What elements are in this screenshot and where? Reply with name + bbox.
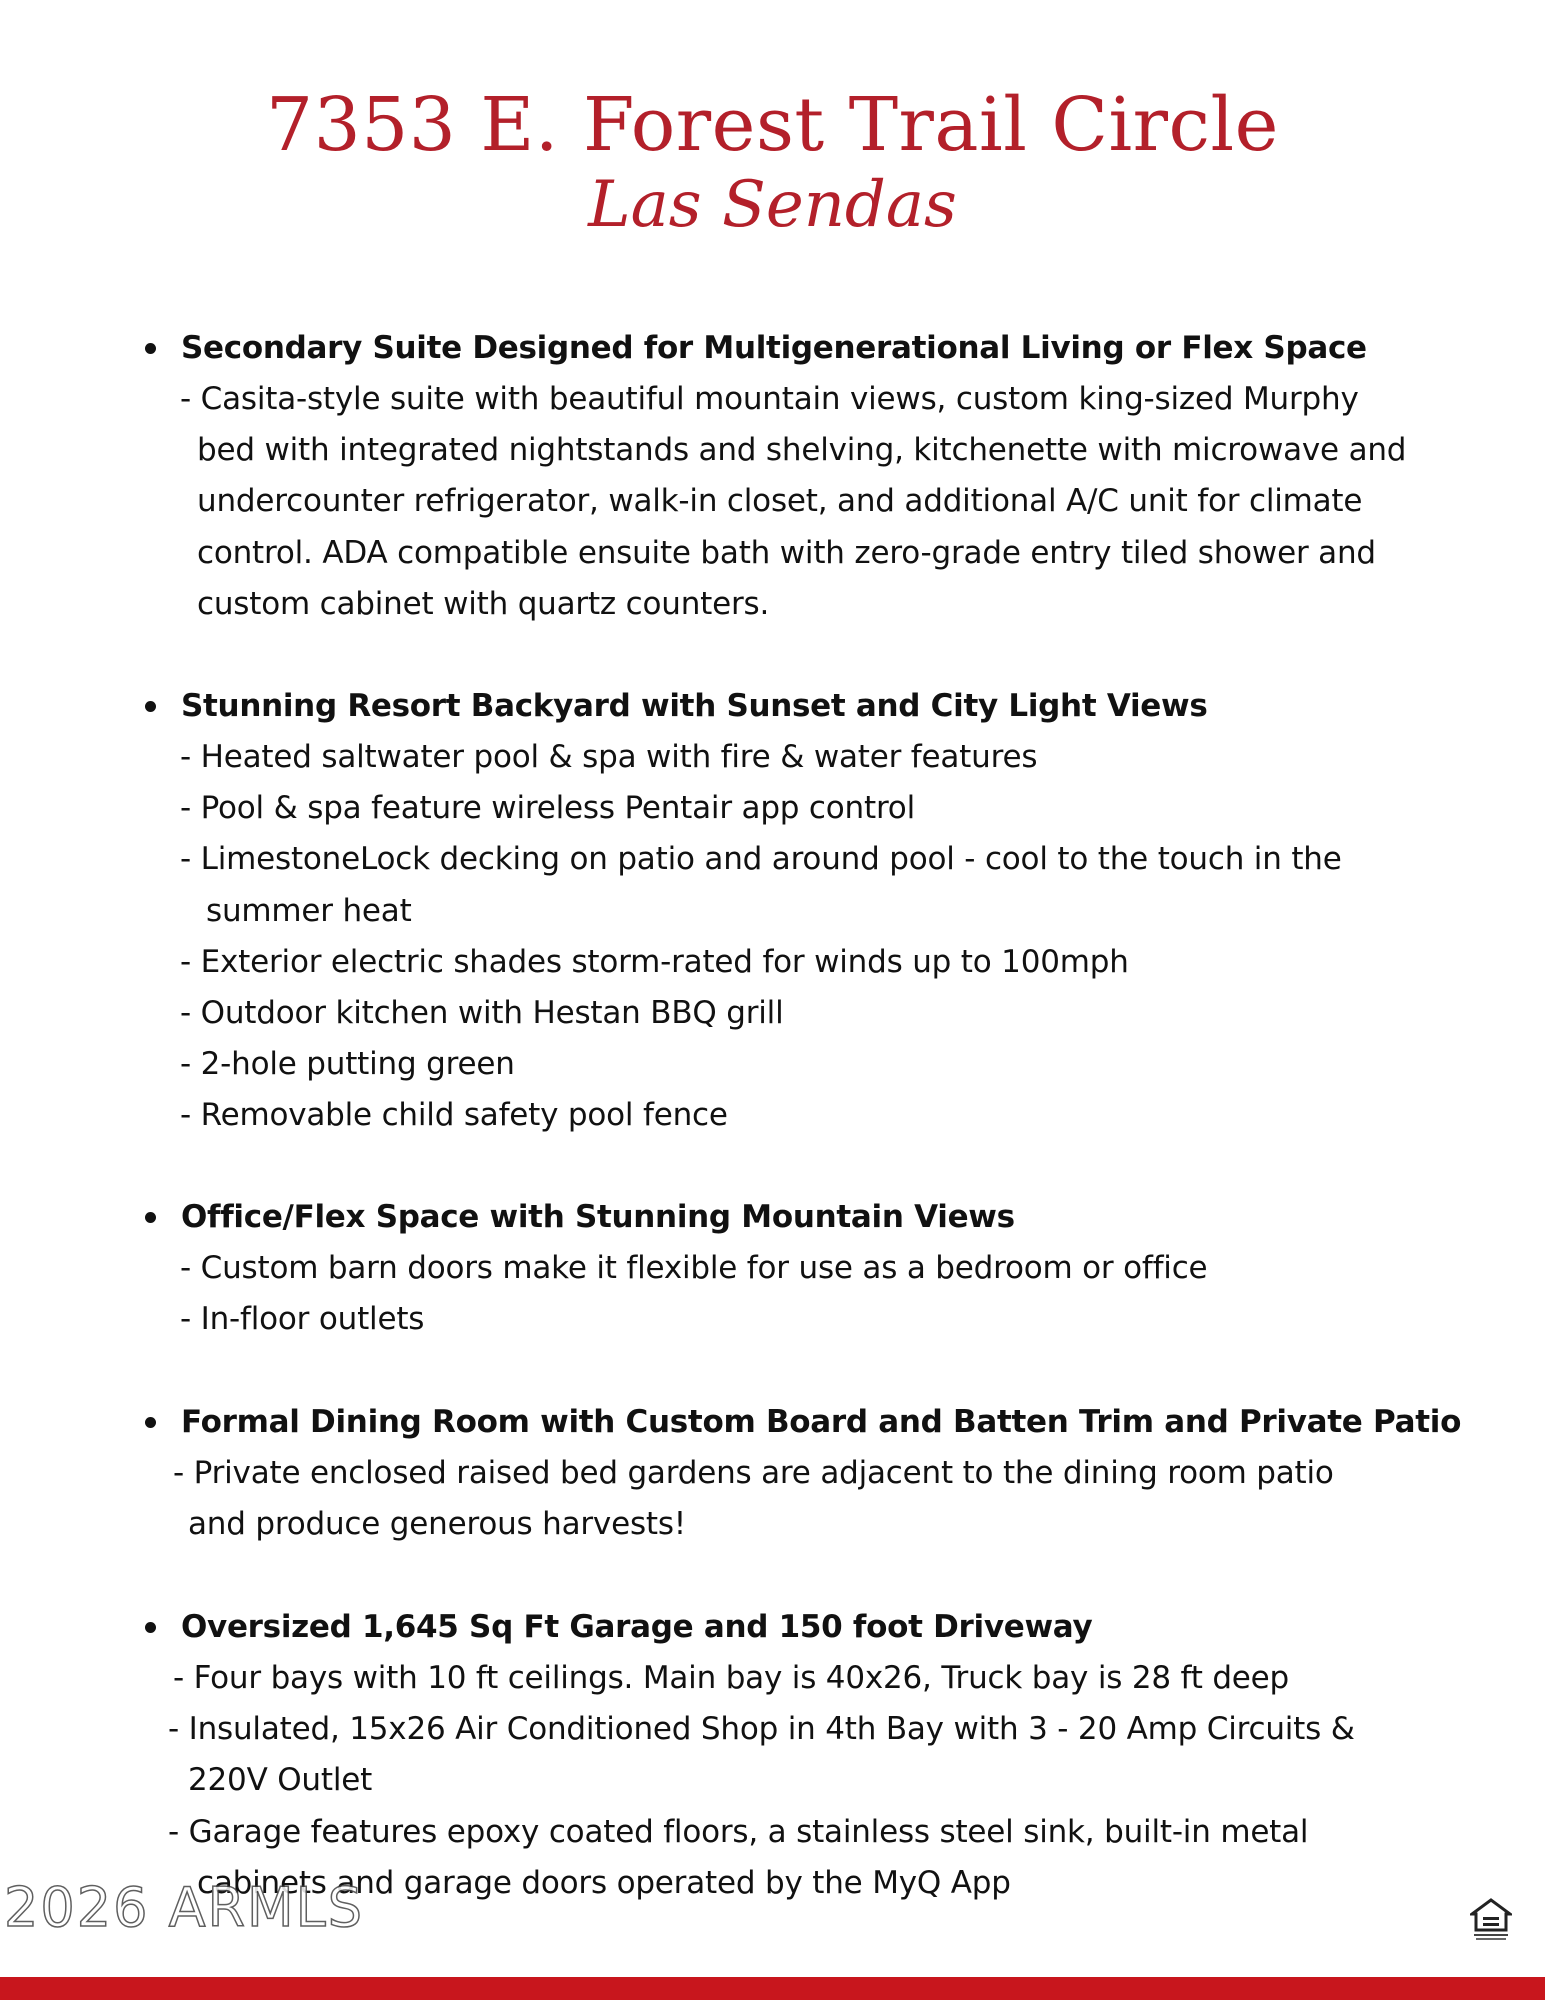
bullet-icon <box>145 1212 156 1223</box>
section-heading <box>145 1397 1462 1448</box>
page-subtitle: Las Sendas <box>588 168 957 242</box>
section-oversized-garage <box>145 1602 1445 1909</box>
detail-line: - Pool & spa feature wireless Pentair app control <box>180 790 915 827</box>
header <box>0 82 1545 242</box>
section-office-flex <box>145 1192 1445 1345</box>
section-heading <box>145 1192 1445 1243</box>
section-formal-dining <box>145 1397 1462 1550</box>
detail-line: - LimestoneLock decking on patio and around pool - cool to the touch in the <box>180 841 1342 878</box>
detail-line: - Removable child safety pool fence <box>180 1097 728 1134</box>
section-secondary-suite <box>145 323 1445 630</box>
section-heading-text: Office/Flex Space with Stunning Mountain Views <box>181 1199 1015 1235</box>
detail-line: 220V Outlet <box>188 1762 373 1799</box>
detail-line: bed with integrated nightstands and shelving, kitchenette with microwave and <box>197 432 1407 469</box>
detail-line: - Casita-style suite with beautiful mountain views, custom king-sized Murphy <box>180 381 1359 417</box>
section-heading-text: Formal Dining Room with Custom Board and Batten Trim and Private Patio <box>181 1404 1462 1440</box>
detail-line: - Custom barn doors make it flexible for use as a bedroom or office <box>180 1250 1208 1286</box>
section-resort-backyard <box>145 681 1445 1142</box>
detail-line: summer heat <box>206 892 412 929</box>
bullet-icon <box>145 1622 156 1633</box>
watermark: 2026 ARMLS <box>4 1876 365 1939</box>
equal-housing-opportunity-icon <box>1470 1898 1512 1942</box>
detail-line: cabinets and garage doors operated by the MyQ App <box>197 1864 1011 1901</box>
section-heading-text: Oversized 1,645 Sq Ft Garage and 150 foot Driveway <box>181 1609 1093 1645</box>
detail-line: - Insulated, 15x26 Air Conditioned Shop in 4th Bay with 3 - 20 Amp Circuits & <box>168 1711 1355 1748</box>
page-title: 7353 E. Forest Trail Circle <box>266 82 1279 168</box>
section-heading-text: Stunning Resort Backyard with Sunset and City Light Views <box>181 688 1208 724</box>
detail-line: - Four bays with 10 ft ceilings. Main bay is 40x26, Truck bay is 28 ft deep <box>173 1660 1290 1696</box>
footer-bar <box>0 1977 1545 2000</box>
section-heading <box>145 1602 1445 1653</box>
detail-line: - In-floor outlets <box>180 1301 425 1338</box>
section-heading <box>145 323 1445 374</box>
section-heading-text: Secondary Suite Designed for Multigenerational Living or Flex Space <box>181 330 1367 366</box>
detail-line: control. ADA compatible ensuite bath with zero-grade entry tiled shower and <box>197 534 1376 571</box>
detail-line: and produce generous harvests! <box>188 1506 687 1543</box>
detail-line: - Exterior electric shades storm-rated for winds up to 100mph <box>180 943 1129 980</box>
section-heading <box>145 681 1445 732</box>
detail-line: - Garage features epoxy coated floors, a stainless steel sink, built-in metal <box>168 1813 1309 1850</box>
detail-line: - Private enclosed raised bed gardens are adjacent to the dining room patio <box>173 1455 1334 1491</box>
bullet-icon <box>145 343 156 354</box>
detail-line: - Outdoor kitchen with Hestan BBQ grill <box>180 994 784 1031</box>
detail-line: - 2-hole putting green <box>180 1046 515 1083</box>
detail-line: - Heated saltwater pool & spa with fire & water features <box>180 739 1038 775</box>
detail-line: undercounter refrigerator, walk-in closet, and additional A/C unit for climate <box>197 483 1363 520</box>
detail-line: custom cabinet with quartz counters. <box>197 585 770 622</box>
bullet-icon <box>145 1417 156 1428</box>
bullet-icon <box>145 701 156 712</box>
